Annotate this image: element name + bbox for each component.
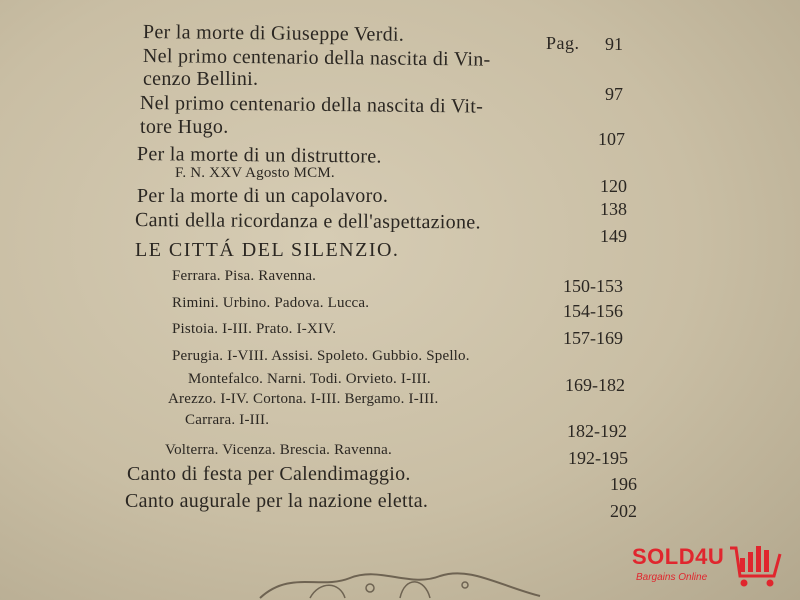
city-entry-page: 192-195	[568, 448, 628, 468]
city-entry-title: Rimini. Urbino. Padova. Lucca.	[172, 295, 370, 311]
toc-entry-title: Per la morte di un distruttore.	[136, 143, 382, 168]
toc-entry-page: 202	[610, 501, 637, 521]
toc-entry-title: Canto augurale per la nazione eletta.	[125, 490, 429, 512]
city-entry-title-cont: Montefalco. Narni. Todi. Orvieto. I-III.	[188, 371, 431, 387]
watermark-tagline: Bargains Online	[636, 572, 708, 583]
toc-entry-title: Per la morte di Giuseppe Verdi.	[142, 21, 405, 46]
toc-entry-page: 149	[600, 226, 627, 246]
watermark-brand: SOLD4U	[632, 544, 725, 569]
toc-entry-subtitle: F. N. XXV Agosto MCM.	[175, 165, 335, 181]
city-entry-page: 182-192	[567, 421, 627, 441]
toc-entry-page: 91	[605, 34, 623, 54]
toc-entry-title: Nel primo centenario della nascita di Vit-	[139, 92, 484, 118]
city-entry-page: 154-156	[563, 301, 623, 321]
toc-entry-title-cont: tore Hugo.	[140, 116, 229, 138]
city-entry-title: Arezzo. I-IV. Cortona. I-III. Bergamo. I-III.	[168, 391, 439, 407]
toc-entry-page: 97	[605, 84, 623, 104]
city-entry-title: Perugia. I-VIII. Assisi. Spoleto. Gubbio. Spello.	[172, 348, 470, 364]
pag-label: Pag.	[546, 33, 580, 53]
watermark-logo	[632, 544, 792, 596]
shopping-cart-icon	[728, 544, 788, 588]
floral-ornament-icon	[250, 560, 550, 600]
toc-entry-title: Canti della ricordanza e dell'aspettazione.	[134, 209, 481, 234]
toc-entry-page: 120	[600, 176, 627, 196]
toc-entry-page: 138	[600, 199, 627, 219]
city-entry-page: 150-153	[563, 276, 623, 296]
city-entry-title: Pistoia. I-III. Prato. I-XIV.	[172, 321, 337, 337]
city-entry-page: 169-182	[565, 375, 625, 395]
section-heading: LE CITTÁ DEL SILENZIO.	[135, 239, 400, 261]
city-entry-title: Ferrara. Pisa. Ravenna.	[172, 268, 317, 284]
toc-entry-page: 196	[610, 474, 637, 494]
toc-entry-page: 107	[598, 129, 625, 149]
toc-entry-title: Canto di festa per Calendimaggio.	[127, 463, 411, 485]
toc-entry-title: Per la morte di un capolavoro.	[137, 185, 389, 207]
toc-entry-title-cont: cenzo Bellini.	[143, 68, 259, 90]
toc-entry-title: Nel primo centenario della nascita di Vin-	[142, 45, 491, 71]
city-entry-title-cont: Carrara. I-III.	[185, 412, 270, 428]
city-entry-page: 157-169	[563, 328, 623, 348]
city-entry-title: Volterra. Vicenza. Brescia. Ravenna.	[165, 442, 392, 458]
